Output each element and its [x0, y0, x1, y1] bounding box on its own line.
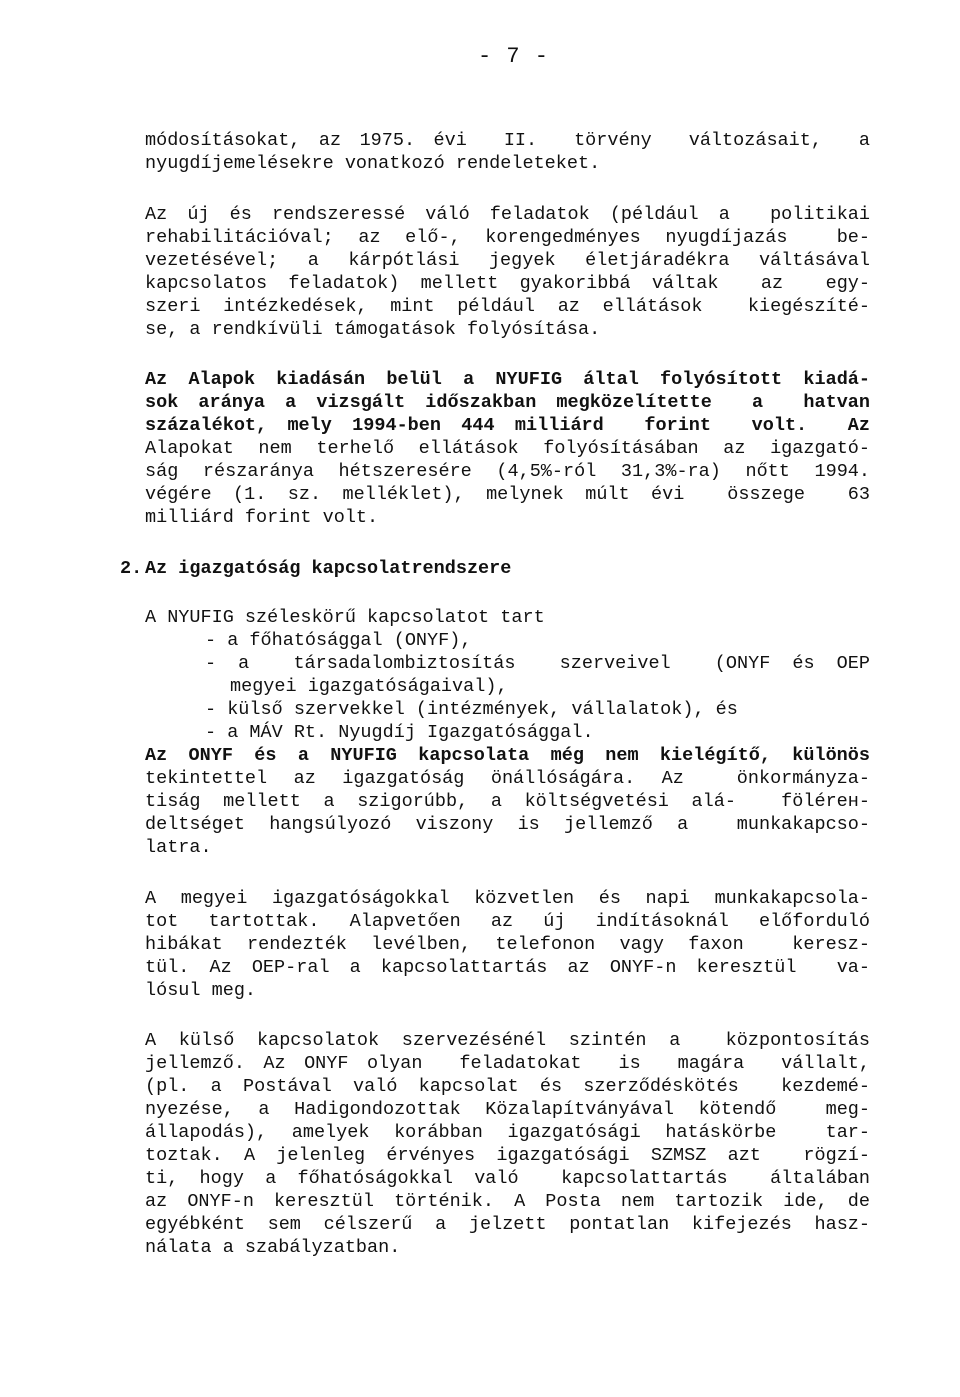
body-line: A megyei igazgatóságokkal közvetlen és napi munkakapcsola- [145, 888, 870, 909]
list-item: - a társadalombiztosítás szerveivel (ONYF és OEP [205, 653, 870, 674]
body-line: egyébként sem célszerű a jelzett pontatlan kifejezés hasz- [145, 1214, 870, 1235]
body-line: se, a rendkívüli támogatások folyósítása. [145, 319, 601, 340]
section-title: Az igazgatóság kapcsolatrendszere [145, 558, 512, 579]
body-line-bold: Az ONYF és a NYUFIG kapcsolata még nem kielégítő, különös [145, 745, 870, 766]
body-line: toztak. A jelenleg érvényes igazgatósági SZMSZ azt rögzí- [145, 1145, 870, 1166]
body-line: vezetésével; a kárpótlási jegyek életjáradékra váltásával [145, 250, 870, 271]
body-line: lósul meg. [145, 980, 257, 1001]
body-line: tiság mellett a szigorúbb, a költségvetési alá- fölérен- [145, 791, 870, 812]
body-line: hibákat rendezték levélben, telefonon vagy faxon keresz- [145, 934, 870, 955]
body-line: Alapokat nem terhelő ellátások folyósításában az igazgató- [145, 438, 870, 459]
body-line: nyugdíjemelésekre vonatkozó rendeleteket. [145, 153, 601, 174]
body-line: jellemző. Az ONYF olyan feladatokat is magára vállalt, [145, 1053, 870, 1074]
list-item: - a MÁV Rt. Nyugdíj Igazgatósággal. [205, 722, 594, 743]
body-line: nyezése, a Hadigondozottak Közalapítványával kötendő meg- [145, 1099, 870, 1120]
body-line: milliárd forint volt. [145, 507, 379, 528]
body-line: ti, hogy a főhatóságokkal való kapcsolattartás általában [145, 1168, 870, 1189]
body-line: latra. [145, 837, 212, 858]
body-line: rehabilitációval; az elő-, korengedményes nyugdíjazás be- [145, 227, 870, 248]
body-line: módosításokat, az 1975. évi II. törvény változásait, a [145, 130, 870, 151]
body-line: nálata a szabályzatban. [145, 1237, 401, 1258]
body-line: tot tartottak. Alapvetően az új indításoknál előforduló [145, 911, 870, 932]
list-item: - külső szervekkel (intézmények, vállalatok), és [205, 699, 738, 720]
body-line-bold: sok aránya a vizsgált időszakban megközelítette a hatvan [145, 392, 870, 413]
body-line: deltséget hangsúlyozó viszony is jellemző a munkakapcso- [145, 814, 870, 835]
body-line: tekintettel az igazgatóság önállóságára. Az önkormányza- [145, 768, 870, 789]
body-line: szeri intézkedések, mint például az ellátások kiegészíté- [145, 296, 870, 317]
body-line-bold: Az Alapok kiadásán belül a NYUFIG által folyósított kiadá- [145, 369, 870, 390]
body-line: ság részaránya hétszeresére (4,5%-ról 31,3%-ra) nőtt 1994. [145, 461, 870, 482]
body-line: Az új és rendszeressé váló feladatok (például a politikai [145, 204, 870, 225]
body-line: (pl. a Postával való kapcsolat és szerződéskötés kezdemé- [145, 1076, 870, 1097]
body-line: tül. Az OEP-ral a kapcsolattartás az ONYF-n keresztül va- [145, 957, 870, 978]
section-number: 2. [120, 558, 143, 579]
body-line: végére (1. sz. melléklet), melynek múlt évi összege 63 [145, 484, 870, 505]
body-line: A külső kapcsolatok szervezésénél szintén a központosítás [145, 1030, 870, 1051]
body-line-bold: százalékot, mely 1994-ben 444 milliárd forint volt. Az [145, 415, 870, 436]
body-line: állapodás), amelyek korábban igazgatósági hatáskörbe tar- [145, 1122, 870, 1143]
body-line: az ONYF-n keresztül történik. A Posta nem tartozik ide, de [145, 1191, 870, 1212]
list-item: - a főhatósággal (ONYF), [205, 630, 472, 651]
body-line: kapcsolatos feladatok) mellett gyakoribbá váltak az egy- [145, 273, 870, 294]
list-item: megyei igazgatóságaival), [230, 676, 508, 697]
body-line: A NYUFIG széleskörű kapcsolatot tart [145, 607, 545, 628]
page-number: - 7 - [478, 44, 550, 69]
